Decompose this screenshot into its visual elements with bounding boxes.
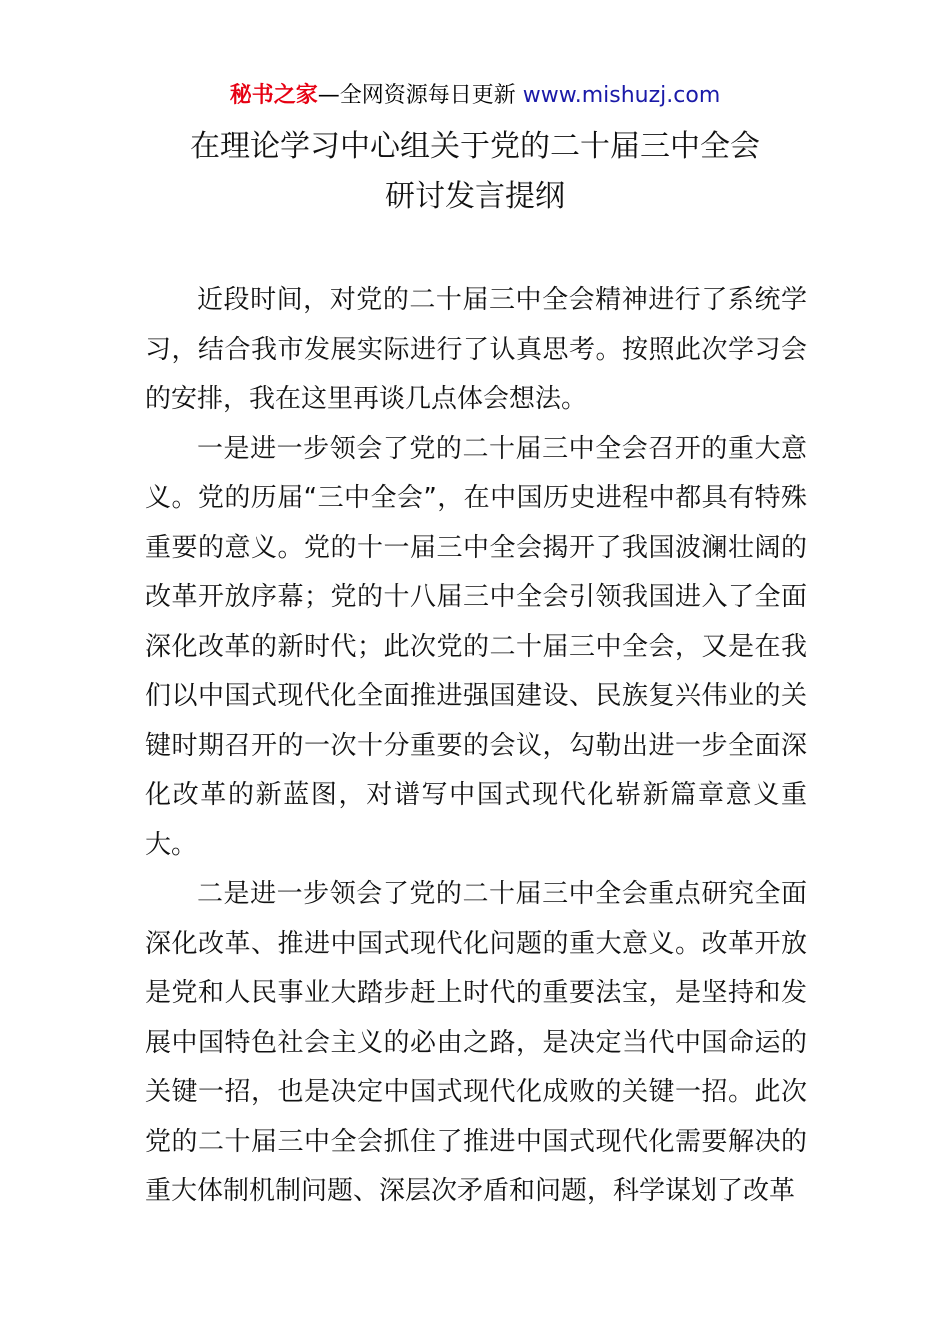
title-line-2: 研讨发言提纲 xyxy=(385,179,565,214)
paragraph-intro: 近段时间，对党的二十届三中全会精神进行了系统学习，结合我市发展实际进行了认真思考。按照此次学习会的安排，我在这里再谈几点体会想法。 xyxy=(145,285,807,414)
paragraph-point-2: 二是进一步领会了党的二十届三中全会重点研究全面深化改革、推进中国式现代化问题的重大意义。改革开放是党和人民事业大踏步赶上时代的重要法宝，是坚持和发展中国特色社会主义的必由之路，是决定当代中国命运的关键一招，也是决定中国式现代化成败的关键一招。此次党的二十届三中全会抓住了推进中国式现代化需要解决的重大体制机制问题、深层次矛盾和问题，科学谋划了改革 xyxy=(145,879,807,1206)
paragraph-point-1: 一是进一步领会了党的二十届三中全会召开的重大意义。党的历届“三中全会”，在中国历史进程中都具有特殊重要的意义。党的十一届三中全会揭开了我国波澜壮阔的改革开放序幕；党的十八届三中全会引领我国进入了全面深化改革的新时代；此次党的二十届三中全会，又是在我们以中国式现代化全面推进强国建设、民族复兴伟业的关键时期召开的一次十分重要的会议，勾勒出进一步全面深化改革的新蓝图，对谱写中国式现代化崭新篇章意义重大。 xyxy=(145,433,807,860)
document-title xyxy=(0,122,950,222)
site-header xyxy=(0,80,950,112)
document-body xyxy=(145,276,807,1217)
site-tagline: —全网资源每日更新 xyxy=(317,83,516,108)
site-brand: 秘书之家 xyxy=(229,83,318,108)
title-line-1: 在理论学习中心组关于党的二十届三中全会 xyxy=(190,129,760,164)
site-url-link[interactable]: www.mishuzj.com xyxy=(522,83,721,108)
